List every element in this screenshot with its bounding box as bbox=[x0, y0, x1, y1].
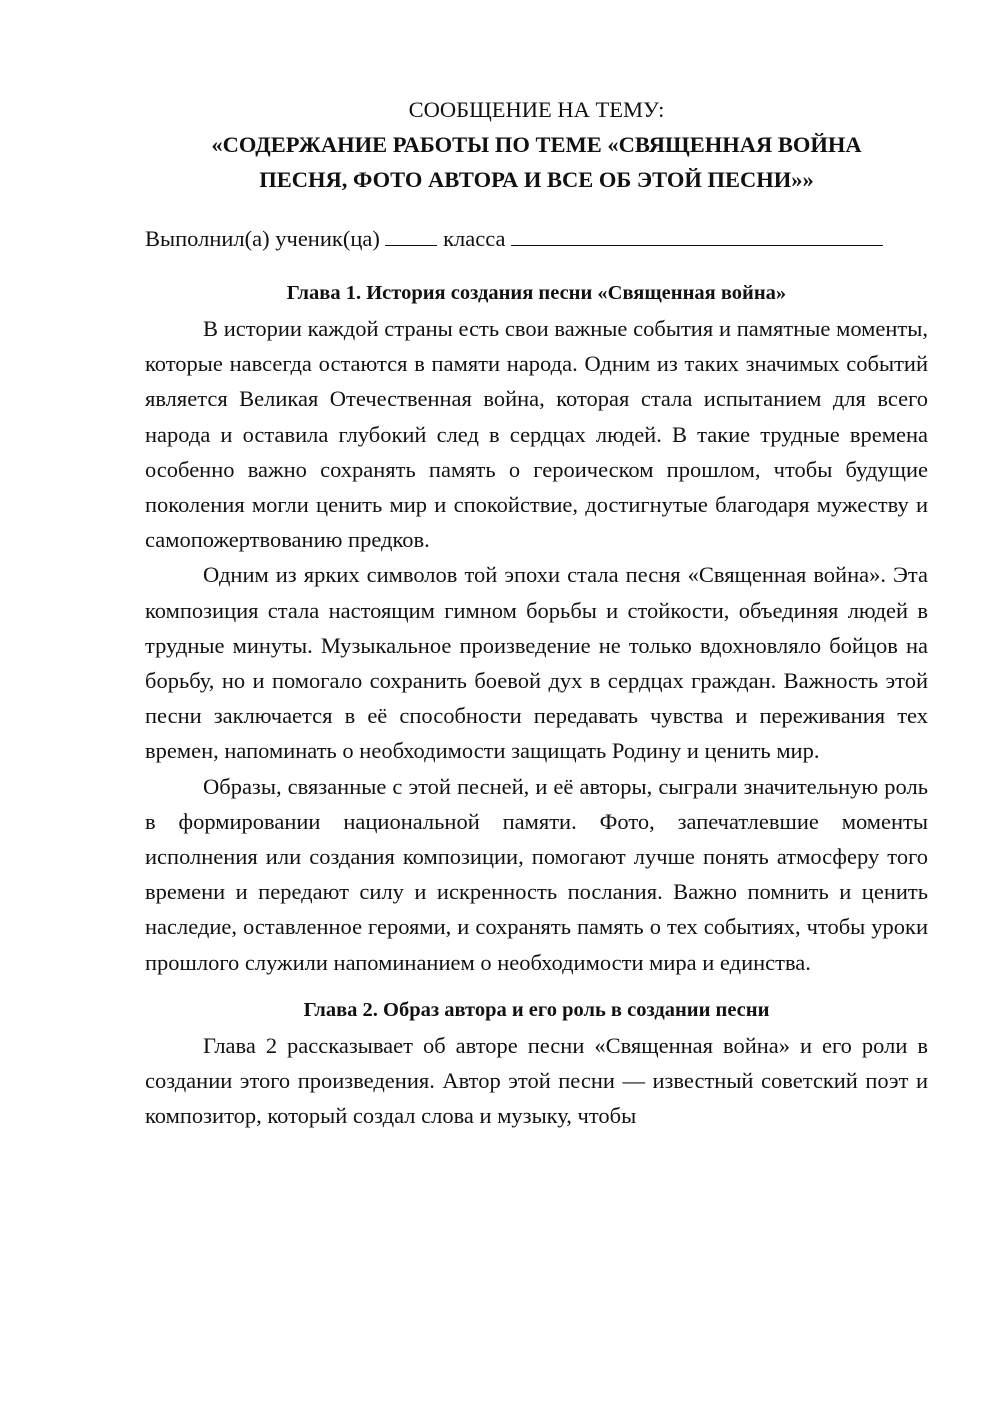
chapter-2-heading: Глава 2. Образ автора и его роль в создании песни bbox=[303, 998, 770, 1021]
chapter-1-paragraph-1: В истории каждой страны есть свои важные события и памятные моменты, которые навсегда остаются в памяти народа. Одним из таких значимых событий является Великая Отечественная война, которая стала испытанием для всего народа и оставила глубокий след в сердцах людей. В такие трудные времена особенно важно сохранять память о героическом прошлом, чтобы будущие поколения могли ценить мир и спокойствие, достигнутые благодаря мужеству и самопожертвованию предков. bbox=[145, 316, 928, 553]
chapter-1-paragraph-3: Образы, связанные с этой песней, и её авторы, сыграли значительную роль в формировании национальной памяти. Фото, запечатлевшие моменты исполнения или создания композиции, помогают лучше понять атмосферу того времени и передают силу и искренность послания. Важно помнить и ценить наследие, оставленное героями, и сохранять память о тех событиях, чтобы уроки прошлого служили напоминанием о необходимости мира и единства. bbox=[145, 773, 928, 975]
chapter-2-paragraph-1: Глава 2 рассказывает об авторе песни «Священная война» и его роли в создании этого произведения. Автор этой песни — известный советский поэт и композитор, который создал слова и музыку, чтобы bbox=[145, 1032, 928, 1129]
document-page bbox=[145, 92, 928, 1133]
class-number-blank bbox=[385, 223, 437, 246]
student-name-blank bbox=[511, 223, 883, 246]
document-title-line-1: «СОДЕРЖАНИЕ РАБОТЫ ПО ТЕМЕ «СВЯЩЕННАЯ ВОЙНА bbox=[211, 132, 862, 157]
document-title-line-2: ПЕСНЯ, ФОТО АВТОРА И ВСЕ ОБ ЭТОЙ ПЕСНИ»» bbox=[259, 167, 814, 192]
student-prefix: Выполнил(а) ученик(ца) bbox=[145, 226, 380, 251]
class-word: класса bbox=[443, 226, 506, 251]
chapter-1-paragraph-2: Одним из ярких символов той эпохи стала песня «Священная война». Эта композиция стала настоящим гимном борьбы и стойкости, объединяя людей в трудные минуты. Музыкальное произведение не только вдохновляло бойцов на борьбу, но и помогало сохранить боевой дух в сердцах граждан. Важность этой песни заключается в её способности передавать чувства и переживания тех времен, напоминать о необходимости защищать Родину и ценить мир. bbox=[145, 562, 928, 764]
student-info-line bbox=[145, 221, 928, 256]
header-label: СООБЩЕНИЕ НА ТЕМУ: bbox=[408, 97, 665, 122]
chapter-1-heading: Глава 1. История создания песни «Священная война» bbox=[286, 282, 787, 304]
